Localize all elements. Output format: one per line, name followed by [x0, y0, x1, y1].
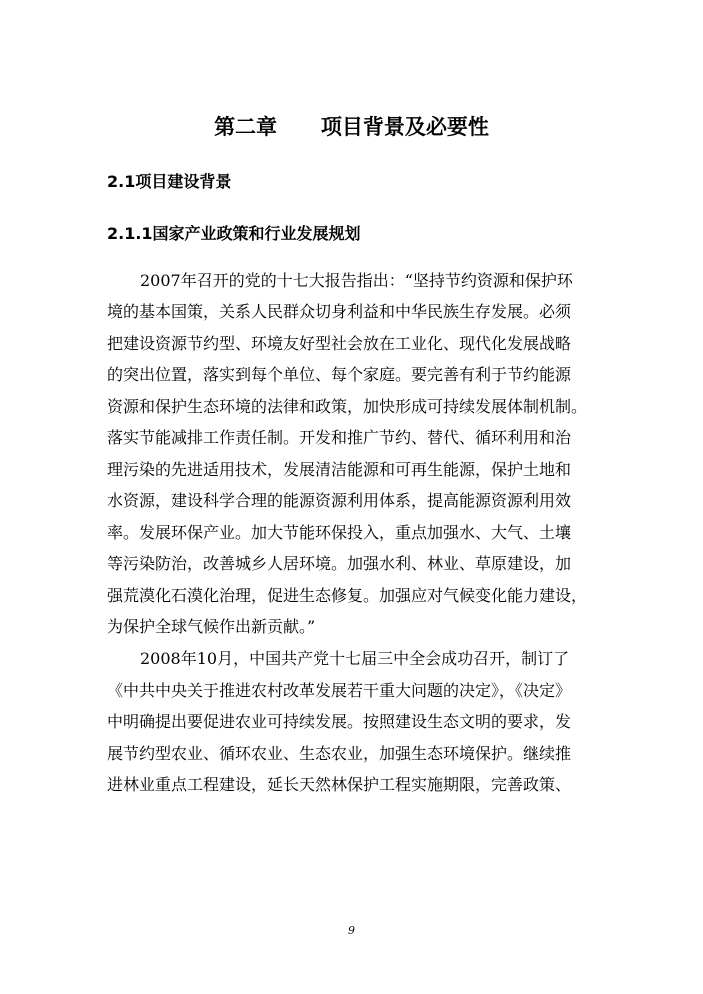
- text-line: 强荒漠化石漠化治理，促进生态修复。加强应对气候变化能力建设，: [107, 586, 588, 605]
- text-line: 水资源，建设科学合理的能源资源利用体系，提高能源资源利用效: [107, 491, 572, 510]
- text-line: 把建设资源节约型、环境友好型社会放在工业化、现代化发展战略: [107, 334, 572, 353]
- text-line: 境的基本国策，关系人民群众切身利益和中华民族生存发展。必须: [107, 302, 572, 321]
- text-line: 展节约型农业、循环农业、生态农业，加强生态环境保护。继续推: [107, 744, 572, 763]
- text-line: 2008年10月，中国共产党十七届三中全会成功召开，制订了: [140, 649, 570, 668]
- text-line: 《中共中央关于推进农村改革发展若干重大问题的决定》，《决定》: [107, 681, 572, 700]
- text-line: 理污染的先进适用技术，发展清洁能源和可再生能源，保护土地和: [107, 460, 572, 479]
- text-line: 率。发展环保产业。加大节能环保投入，重点加强水、大气、土壤: [107, 523, 572, 542]
- section-heading: 2.1项目建设背景: [107, 172, 232, 191]
- text-line: 的突出位置，落实到每个单位、每个家庭。要完善有利于节约能源: [107, 365, 572, 384]
- chapter-title: 第二章 项目背景及必要性: [214, 115, 489, 139]
- text-line: 中明确提出要促进农业可持续发展。按照建设生态文明的要求，发: [107, 712, 572, 731]
- page-number: 9: [348, 924, 355, 937]
- text-line: 为保护全球气候作出新贡献。”: [107, 617, 316, 636]
- text-line: 进林业重点工程建设，延长天然林保护工程实施期限，完善政策、: [107, 775, 572, 794]
- text-line: 2007年召开的党的十七大报告指出：“坚持节约资源和保护环: [140, 271, 573, 290]
- text-line: 等污染防治，改善城乡人居环境。加强水利、林业、草原建设，加: [107, 554, 572, 573]
- text-line: 资源和保护生态环境的法律和政策，加快形成可持续发展体制机制。: [107, 397, 588, 416]
- text-line: 落实节能减排工作责任制。开发和推广节约、替代、循环利用和治: [107, 428, 572, 447]
- subsection-heading: 2.1.1国家产业政策和行业发展规划: [107, 224, 361, 243]
